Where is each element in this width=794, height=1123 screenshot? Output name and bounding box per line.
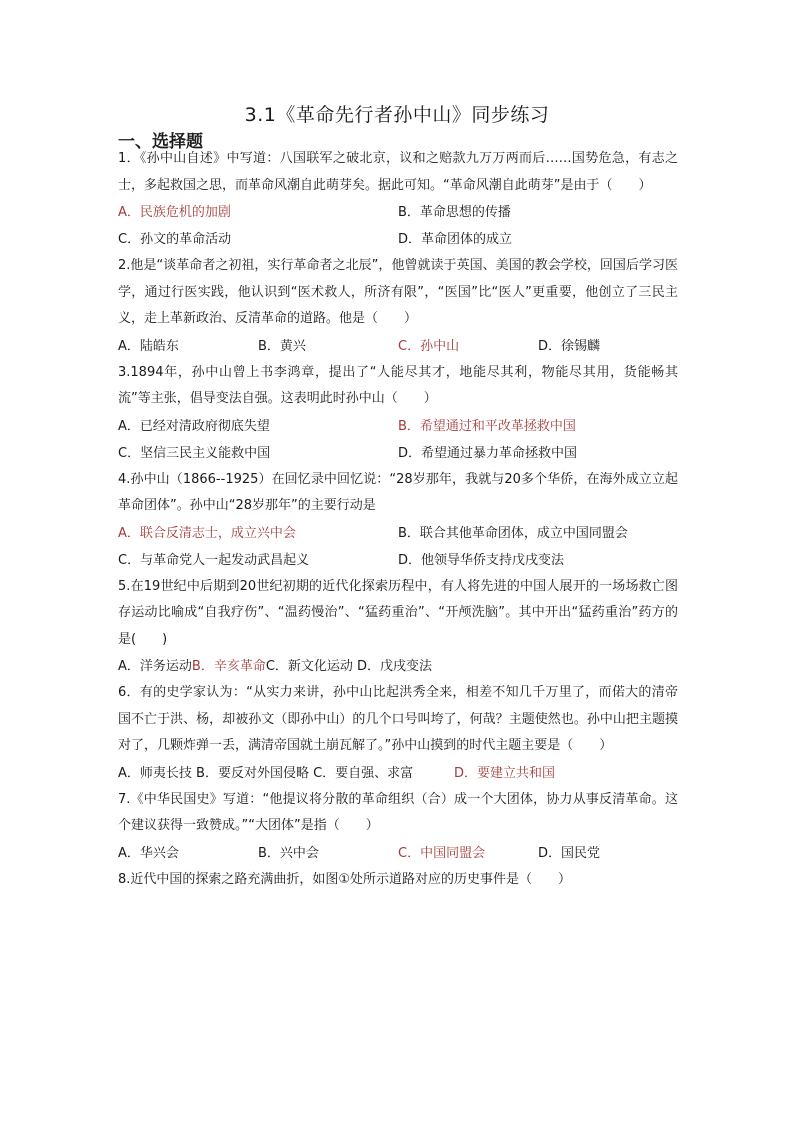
option-a: A．华兴会 [118,845,179,861]
option-c: C．中国同盟会 [398,845,486,861]
option-b: B．革命思想的传播 [398,205,511,220]
option-a: A．民族危机的加剧 [118,205,231,220]
option-c: C．与革命党人一起发动武昌起义 [118,552,310,568]
option-d: D．希望通过暴力革命拯救中国 [398,445,578,461]
option-c: C．孙文的革命活动 [118,232,232,247]
option-b: B．辛亥革命 [191,659,266,674]
question-4-options [118,547,678,574]
option-b: B．联合其他革命团体，成立中国同盟会 [398,525,628,541]
option-a: A．陆皓东 [118,338,179,354]
question-2-stem: 2.他是“谈革命者之初祖，实行革命者之北辰”，他曾就读于英国、美国的教会学校，回国后学习医学，通过行医实践，他认识到“医术救人，所济有限”，“医国”比“医人”更重要，他创立了三民主义，走上革新政治、反清革命的道路。他是（ ） [118,258,678,326]
question-7-options [118,840,678,867]
question-6-stem: 6．有的史学家认为：“从实力来讲，孙中山比起洪秀全来，相差不知几千万里了，而偌大的清帝国不亡于洪、杨，却被孙文（即孙中山）的几个口号叫垮了，何哉？主题使然也。孙中山把主题摸对了，几颗炸弹一丢，满清帝国就土崩瓦解了。”孙中山摸到的时代主题主要是（ ） [118,685,678,753]
option-c-d: C．新文化运动 D．戊戌变法 [265,659,433,674]
section-heading: 一、选择题 [118,132,203,152]
option-d: D．国民党 [538,845,601,861]
question-1-options [118,199,678,226]
option-d: D．要建立共和国 [454,765,556,781]
question-list [118,146,678,893]
question-6-options [118,760,678,787]
option-a: A．洋务运动 [118,659,192,674]
page-title: 3.1《革命先行者孙中山》同步练习 [244,104,550,126]
option-a: A．联合反清志士，成立兴中会 [118,525,296,541]
question-3-options [118,413,678,440]
option-b: B．希望通过和平改革拯救中国 [398,418,576,434]
question-3-options [118,440,678,467]
question-1-stem: 1．《孙中山自述》中写道：八国联军之破北京，议和之赔款九万万两而后……国势危急，有志之士，多起救国之思，而革命风潮自此萌芽矣。据此可知。“革命风潮自此萌芽”是由于（ ） [118,151,678,193]
option-c: C．坚信三民主义能救中国 [118,445,271,461]
question-3-stem: 3.1894年，孙中山曾上书李鸿章，提出了“人能尽其才，地能尽其利，物能尽其用，货能畅其流”等主张，倡导变法自强。这表明此时孙中山（ ） [118,364,678,406]
option-d: D．他领导华侨支持戊戌变法 [398,552,565,568]
option-d: D．革命团体的成立 [398,232,513,247]
option-a-b-c: A．师夷长技 B．要反对外国侵略 C．要自强、求富 [118,765,414,781]
question-4-stem: 4.孙中山（1866--1925）在回忆录中回忆说：“28岁那年，我就与20多个华侨，在海外成立立起革命团体”。孙中山“28岁那年”的主要行动是 [118,471,678,513]
question-7-stem: 7.《中华民国史》写道：“他提议将分散的革命组织（合）成一个大团体，协力从事反清革命。这个建议获得一致赞成。”“大团体”是指（ ） [118,791,678,833]
question-4-options [118,520,678,547]
question-2-options [118,333,678,360]
option-d: D．徐锡麟 [538,338,601,354]
option-a: A．已经对清政府彻底失望 [118,418,270,434]
option-b: B．黄兴 [258,338,306,354]
question-5-options [118,653,678,680]
option-b: B．兴中会 [258,845,319,861]
question-1-options [118,226,678,253]
question-8-stem: 8.近代中国的探索之路充满曲折，如图①处所示道路对应的历史事件是（ ） [118,871,572,887]
option-c: C．孙中山 [398,338,460,354]
question-5-stem: 5.在19世纪中后期到20世纪初期的近代化探索历程中，有人将先进的中国人展开的一场场救亡图存运动比喻成“自我疗伤”、“温药慢治”、“猛药重治”、“开颅洗脑”。其中开出“猛药重治”药方的是( ) [118,578,678,647]
